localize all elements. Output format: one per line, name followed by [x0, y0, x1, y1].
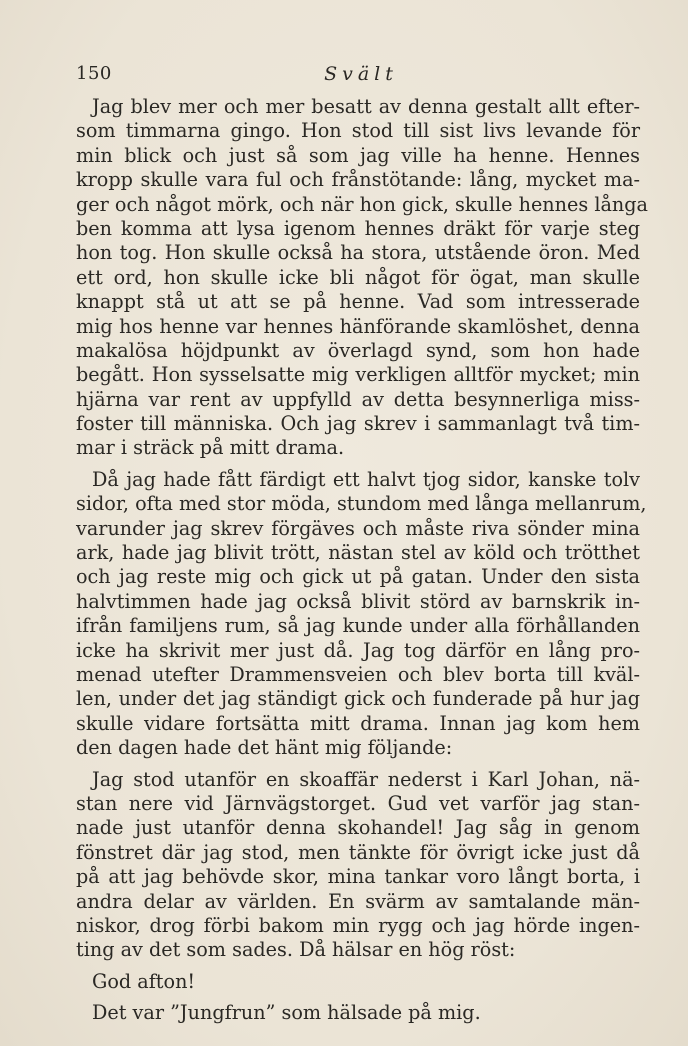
paragraph-gap [76, 994, 640, 1001]
paragraph [76, 970, 640, 994]
text-line: Jag stod utanför en skoaffär nederst i Karl Johan, nä- [92, 767, 640, 791]
text-line: kropp skulle vara ful och frånstötande: lång, mycket ma- [76, 168, 640, 192]
text-line: Då jag hade fått färdigt ett halvt tjog sidor, kanske tolv [92, 467, 640, 491]
text-line: som timmarna gingo. Hon stod till sist livs levande för [76, 119, 640, 143]
text-line: len, under det jag ständigt gick och funderade på hur jag [76, 687, 640, 711]
running-title: Svält [324, 63, 398, 85]
text-line: nade just utanför denna skohandel! Jag såg in genom [76, 816, 640, 840]
paragraph-gap [76, 461, 640, 468]
text-line: Det var ”Jungfrun” som hälsade på mig. [92, 1001, 481, 1025]
text-line: icke ha skrivit mer just då. Jag tog därför en lång pro- [76, 638, 640, 662]
text-line: andra delar av världen. En svärm av samtalande män- [76, 889, 640, 913]
text-line: niskor, drog förbi bakom min rygg och jag hörde ingen- [76, 913, 640, 937]
text-line: knappt stå ut att se på henne. Vad som intresserade [76, 290, 640, 314]
text-line: på att jag behövde skor, mina tankar voro långt borta, i [76, 865, 640, 889]
text-line: halvtimmen hade jag också blivit störd av barnskrik in- [76, 589, 640, 613]
text-line: den dagen hade det hänt mig följande: [76, 736, 453, 760]
paragraph [76, 467, 647, 761]
text-line: och jag reste mig och gick ut på gatan. Under den sista [76, 565, 640, 589]
text-line: God afton! [92, 969, 196, 993]
paragraph [76, 95, 648, 461]
text-line: begått. Hon sysselsatte mig verkligen alltför mycket; min [76, 363, 640, 387]
text-line: ben komma att lysa igenom hennes dräkt för varje steg [76, 216, 640, 240]
text-line: ett ord, hon skulle icke bli något för ögat, man skulle [76, 265, 640, 289]
page-number: 150 [76, 63, 112, 84]
text-line: ark, hade jag blivit trött, nästan stel av köld och trötthet [76, 541, 640, 565]
text-line: min blick och just så som jag ville ha henne. Hennes [76, 143, 640, 167]
paragraph [76, 768, 640, 963]
text-line: ting av det som sades. Då hälsar en hög röst: [76, 938, 516, 962]
text-line: ger och något mörk, och när hon gick, skulle hennes långa [76, 192, 648, 216]
body-text [76, 95, 648, 1025]
text-line: sidor, ofta med stor möda, stundom med långa mellanrum, [76, 492, 647, 516]
text-line: menad utefter Drammensveien och blev borta till kväl- [76, 662, 640, 686]
text-line: mig hos henne var hennes hänförande skamlöshet, denna [76, 314, 640, 338]
text-line: hjärna var rent av uppfylld av detta besynnerliga miss- [76, 387, 640, 411]
text-line: ifrån familjens rum, så jag kunde under alla förhållanden [76, 614, 640, 638]
paragraph-gap [76, 963, 640, 970]
text-line: Jag blev mer och mer besatt av denna gestalt allt efter- [92, 95, 640, 118]
text-line: skulle vidare fortsätta mitt drama. Innan jag kom hem [76, 711, 640, 735]
text-line: foster till människa. Och jag skrev i sammanlagt två tim- [76, 412, 640, 436]
text-line: hon tog. Hon skulle också ha stora, utstående öron. Med [76, 241, 640, 265]
text-line: mar i sträck på mitt drama. [76, 436, 345, 460]
text-line: stan nere vid Järnvägstorget. Gud vet varför jag stan- [76, 791, 640, 815]
paragraph [76, 1001, 640, 1025]
page-header [76, 63, 636, 89]
paragraph-gap [76, 761, 640, 768]
text-line: varunder jag skrev förgäves och måste riva sönder mina [76, 516, 640, 540]
text-line: fönstret där jag stod, men tänkte för övrigt icke just då [76, 840, 640, 864]
text-line: makalösa höjdpunkt av överlagd synd, som hon hade [76, 338, 640, 362]
